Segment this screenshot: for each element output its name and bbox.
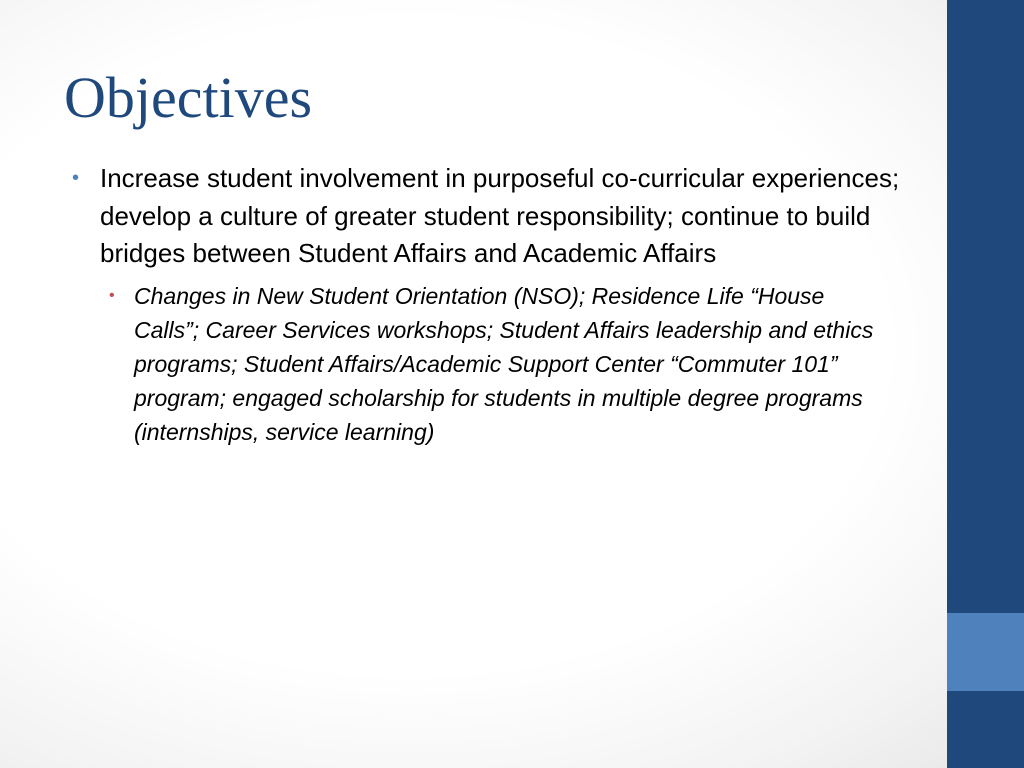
sub-bullet-item [109,279,894,450]
sub-bullet-dot-icon: • [109,286,115,304]
bullet-dot-icon: • [72,167,80,189]
sub-bullet-text: Changes in New Student Orientation (NSO); Residence Life “House Calls”; Career Services workshops; Student Affairs leadership and ethics programs; Student Affairs/Academic Support Center “Commuter 101” program; engaged scholarship for students in multiple degree programs (internships, service learning) [134,282,874,446]
slide-title: Objectives [64,65,313,130]
side-accent-block [947,613,1024,691]
bullet-item [72,160,902,273]
bullet-text: Increase student involvement in purposeful co-curricular experiences; develop a culture of greater student responsibility; continue to build bridges between Student Affairs and Academic Affairs [100,163,900,268]
slide-content [72,160,902,450]
